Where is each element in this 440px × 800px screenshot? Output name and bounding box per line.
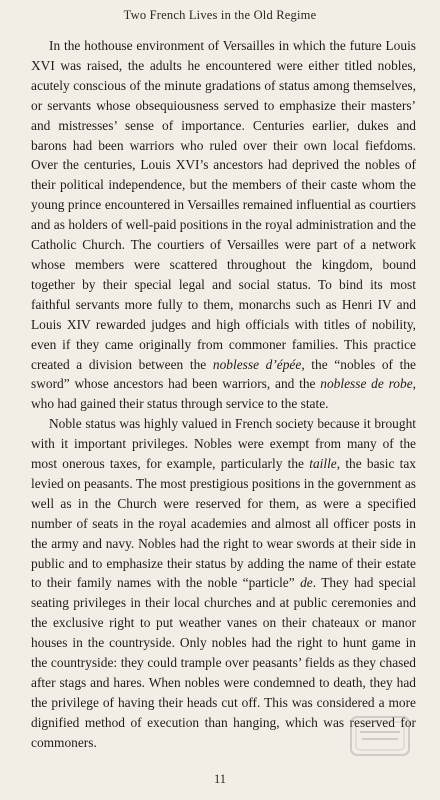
italic-term: de [300, 575, 313, 591]
italic-term: noblesse de robe [320, 376, 413, 392]
paragraph-2 [31, 414, 416, 752]
text-segment: Noble status was highly valued in French society because it brought with it important privileges. Nobles were exempt from many of the most onerous taxes, for example, particularly the [31, 416, 416, 472]
text-segment: In the hothouse environment of Versailles in which the future Louis XVI was raised, the adults he encountered were either titled nobles, acutely conscious of the minute gradations of status among themselves, or servants whose obsequiousness served to emphasize their masters’ and mistresses’ sense of importance. Centuries earlier, dukes and barons had been warriors who ruled over their own local fiefdoms. Over the centuries, Louis XVI’s ancestors had deprived the nobles of their political independence, but the members of their caste whom the young prince encountered in Versailles remained influential as courtiers and as holders of well-paid positions in the royal administration and the Catholic Church. The courtiers of Versailles were part of a network whose members were scattered throughout the kingdom, bound together by their special legal and social status. To bind its most faithful servants more fully to them, monarchs such as Henri IV and Louis XIV rewarded judges and high officials with titles of nobility, even if they came originally from commoner families. This practice created a division between the [31, 38, 416, 372]
body-text [31, 36, 416, 753]
italic-term: noblesse d’épée [212, 356, 302, 372]
text-segment: . They had special seating privileges in their local churches and at public ceremonies and the exclusive right to put weather vanes on their chateaux or manor houses in the countryside. Only nobles had the right to hunt game in the countryside: they could trample over peasants’ fields as they chased after stags and hares. When nobles were condemned to death, they had the privilege of having their heads cut off. This was considered a more dignified method of execution than hanging, which was reserved for commoners. [31, 575, 416, 750]
text-segment: , the basic tax levied on peasants. The most prestigious positions in the government as well as in the Church were reserved for them, as were a specified number of seats in the royal academies and almost all officer posts in the army and navy. Nobles had the right to wear swords at their side in public and to emphasize their status by adding the name of their estate to their family names with the noble “particle” [31, 456, 416, 591]
watermark-stamp-icon [348, 714, 412, 758]
running-head: Two French Lives in the Old Regime [123, 8, 317, 22]
page-number: 11 [213, 772, 227, 786]
text-segment: , who had gained their status through service to the state. [31, 376, 416, 412]
italic-term: taille [309, 456, 337, 472]
paragraph-1 [31, 36, 416, 414]
text-segment: , the “nobles of the sword” whose ancestors had been warriors, and the [31, 356, 416, 392]
